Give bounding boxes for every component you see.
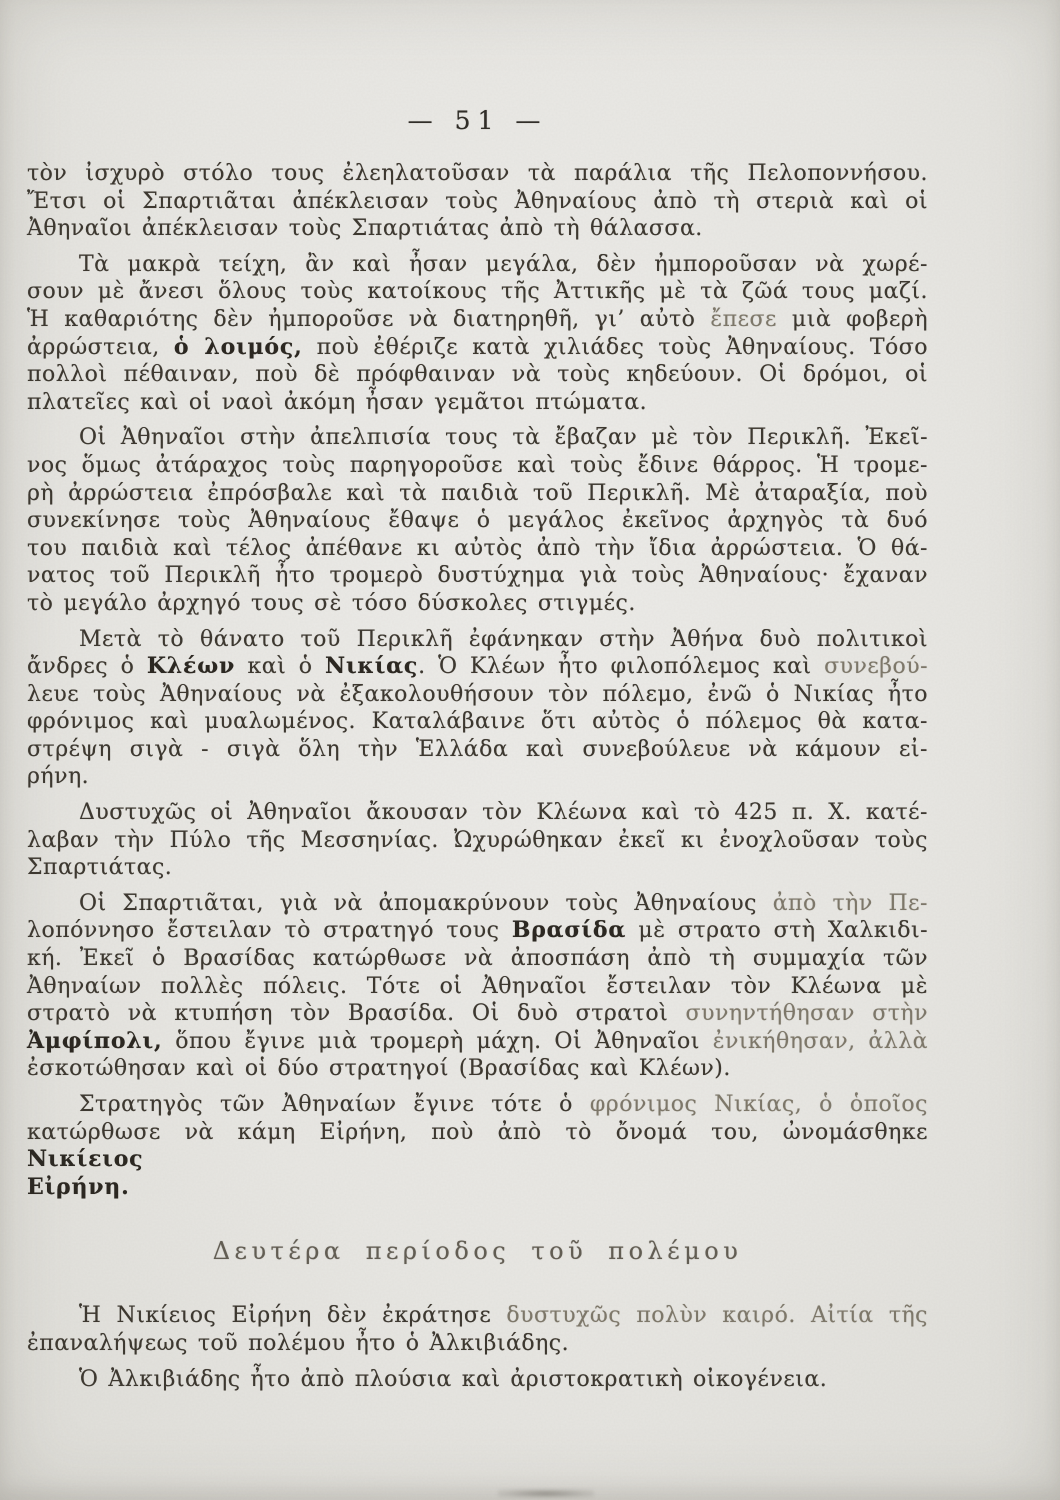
text-block <box>27 160 928 1401</box>
text-segment: συνεβού- <box>824 654 928 680</box>
text-line <box>27 827 928 855</box>
paragraph <box>27 890 928 1083</box>
text-segment: ὅπου ἔγινε μιὰ τρομερὴ μάχη. Οἱ Ἀθηναῖοι <box>162 1028 713 1054</box>
text-segment: ἀρρώστεια, <box>27 334 174 360</box>
text-segment: ρὴ ἀρρώστεια ἐπρόσβαλε καὶ τὰ παιδιὰ τοῦ Περικλῆ. Μὲ ἀταραξία, ποὺ <box>27 480 928 506</box>
text-line <box>27 681 928 709</box>
text-line <box>27 1302 928 1330</box>
text-segment: Δυστυχῶς οἱ Ἀθηναῖοι ἄκουσαν τὸν Κλέωνα καὶ τὸ 425 π. Χ. κατέ- <box>79 800 928 826</box>
text-line <box>27 251 928 279</box>
paragraph <box>27 626 928 792</box>
text-line <box>27 590 928 618</box>
text-segment: στρατὸ νὰ κτυπήση τὸν Βρασίδα. Οἱ δυὸ στρατοὶ <box>27 1001 686 1027</box>
text-segment: Μετὰ τὸ θάνατο τοῦ Περικλῆ ἐφάνηκαν στὴν Ἀθήνα δυὸ πολιτικοὶ <box>79 626 928 652</box>
text-segment: ἄνδρες ὁ <box>27 654 147 680</box>
text-line <box>27 1028 928 1056</box>
text-line <box>27 188 928 216</box>
text-segment: Ἡ καθαριότης δὲν ἠμποροῦσε νὰ διατηρηθῆ, γι’ αὐτὸ <box>27 306 711 332</box>
text-line <box>27 799 928 827</box>
text-line <box>27 973 928 1001</box>
bold-term: Νικίας <box>325 653 419 680</box>
text-segment: λοπόννησο ἔστειλαν τὸ στρατηγό τους <box>27 918 512 944</box>
paragraph <box>27 160 928 243</box>
text-line <box>27 1000 928 1028</box>
text-segment: ἔπεσε <box>710 306 777 332</box>
text-line <box>27 278 928 306</box>
text-segment: μὲ στρατο στὴ Χαλκιδι- <box>626 918 929 944</box>
text-segment: ρήνη. <box>27 764 90 790</box>
text-line <box>27 306 928 334</box>
text-line <box>27 626 928 654</box>
text-segment: μιὰ φοβερὴ <box>776 306 928 332</box>
paragraph <box>27 1366 928 1394</box>
text-segment: Οἱ Σπαρτιᾶται, γιὰ νὰ ἀπομακρύνουν τοὺς Ἀθηναίους <box>79 890 773 916</box>
text-segment: σουν μὲ ἄνεσι ὅλους τοὺς κατοίκους τῆς Ἀττικῆς μὲ τὰ ζῶά τους μαζί. <box>27 279 928 305</box>
bold-term: Εἰρήνη. <box>27 1173 130 1200</box>
text-line <box>27 389 928 417</box>
text-line <box>27 507 928 535</box>
text-segment: κατώρθωσε νὰ κάμη Εἰρήνη, ποὺ ἀπὸ τὸ ὄνομά του, ὠνομάσθηκε <box>27 1119 928 1145</box>
text-segment: του παιδιὰ καὶ τέλος ἀπέθανε κι αὐτὸς ἀπὸ τὴν ἴδια ἀρρώστεια. Ὁ θά- <box>27 535 928 561</box>
text-segment: τὸν ἰσχυρὸ στόλο τους ἐλεηλατοῦσαν τὰ παράλια τῆς Πελοποννήσου. <box>27 161 928 186</box>
section-heading: Δευτέρα περίοδος τοῦ πολέμου <box>212 1237 743 1266</box>
text-line <box>27 1366 928 1394</box>
text-line <box>27 424 928 452</box>
text-segment: Στρατηγὸς τῶν Ἀθηναίων ἔγινε τότε ὁ <box>79 1092 590 1117</box>
text-segment: ἐνικήθησαν, ἀλλὰ <box>712 1028 929 1054</box>
text-line <box>27 480 928 508</box>
text-segment: κή. Ἐκεῖ ὁ Βρασίδας κατώρθωσε νὰ ἀποσπάση ἀπὸ τὴ συμμαχία τῶν <box>27 946 928 972</box>
text-line <box>27 361 928 389</box>
bold-term: ὁ λοιμός, <box>173 333 303 360</box>
text-segment: λευε τοὺς Ἀθηναίους νὰ ἐξακολουθήσουν τὸν πόλεμο, ἐνῶ ὁ Νικίας ἦτο <box>27 681 928 707</box>
text-line <box>27 535 928 563</box>
paragraph <box>27 1302 928 1357</box>
text-line <box>27 945 928 973</box>
scan-smudge <box>498 1489 594 1498</box>
text-segment: νος ὅμως ἀτάραχος τοὺς παρηγοροῦσε καὶ τοὺς ἔδινε θάρρος. Ἡ τρομε- <box>27 452 928 478</box>
text-segment: . Ὁ Κλέων ἦτο φιλοπόλεμος καὶ <box>418 654 825 680</box>
text-line <box>27 854 928 882</box>
text-segment: Σπαρτιάτας. <box>27 855 173 881</box>
paragraph <box>27 1091 928 1201</box>
text-line <box>27 917 928 945</box>
text-line <box>27 763 928 791</box>
text-line <box>27 562 928 590</box>
text-segment: πολλοὶ πέθαιναν, ποὺ δὲ πρόφθαιναν νὰ τοὺς κηδεύουν. Οἱ δρόμοι, οἱ <box>27 362 928 388</box>
paragraph <box>27 251 928 417</box>
text-segment: Οἱ Ἀθηναῖοι στὴν ἀπελπισία τους τὰ ἔβαζαν μὲ τὸν Περικλῆ. Ἐκεῖ- <box>79 425 928 451</box>
text-segment: φρόνιμος Νικίας, ὁ ὁποῖος <box>589 1092 928 1117</box>
text-segment: ἐσκοτώθησαν καὶ οἱ δύο στρατηγοί (Βρασίδας καὶ Κλέων). <box>27 1056 731 1082</box>
text-segment: Ἀθηναίων πολλὲς πόλεις. Τότε οἱ Ἀθηναῖοι ἔστειλαν τὸν Κλέωνα μὲ <box>27 973 928 999</box>
text-segment: ἐπαναλήψεως τοῦ πολέμου ἦτο ὁ Ἀλκιβιάδης. <box>27 1330 570 1356</box>
text-line <box>27 1174 928 1202</box>
page-number: — 51 — <box>407 106 548 135</box>
text-segment: νατος τοῦ Περικλῆ ἦτο τρομερὸ δυστύχημα γιὰ τοὺς Ἀθηναίους· ἔχαναν <box>27 563 928 589</box>
bold-term: Ἀμφίπολι, <box>27 1027 163 1054</box>
text-segment: καὶ ὁ <box>235 654 326 680</box>
text-line <box>27 452 928 480</box>
text-line <box>27 1330 928 1358</box>
text-segment: Ἡ Νικίειος Εἰρήνη δὲν ἐκράτησε <box>79 1303 507 1329</box>
text-line <box>27 160 928 188</box>
text-line <box>27 708 928 736</box>
text-line <box>27 334 928 362</box>
text-segment: Ἀθηναῖοι ἀπέκλεισαν τοὺς Σπαρτιάτας ἀπὸ τὴ θάλασσα. <box>27 216 703 242</box>
text-segment: Τὰ μακρὰ τείχη, ἂν καὶ ἦσαν μεγάλα, δὲν ἠμποροῦσαν νὰ χωρέ- <box>79 251 928 277</box>
text-line <box>27 653 928 681</box>
text-segment: δυστυχῶς πολὺν καιρό. Αἰτία τῆς <box>506 1303 928 1329</box>
text-segment: συνηντήθησαν στὴν <box>685 1001 928 1027</box>
paragraph <box>27 799 928 882</box>
text-segment: Ὁ Ἀλκιβιάδης ἦτο ἀπὸ πλούσια καὶ ἀριστοκρατικὴ οἰκογένεια. <box>79 1366 828 1392</box>
paragraph <box>27 424 928 617</box>
text-line <box>27 1055 928 1083</box>
bold-term: Νικίειος <box>27 1146 144 1173</box>
text-line <box>27 736 928 764</box>
text-segment: συνεκίνησε τοὺς Ἀθηναίους ἔθαψε ὁ μεγάλος ἐκεῖνος ἀρχηγὸς τὰ δυό <box>27 508 928 534</box>
text-segment: τὸ μεγάλο ἀρχηγό τους σὲ τόσο δύσκολες στιγμές. <box>27 590 636 616</box>
bold-term: Βρασίδα <box>511 917 627 944</box>
text-segment: ποὺ ἐθέριζε κατὰ χιλιάδες τοὺς Ἀθηναίους. Τόσο <box>302 334 929 360</box>
text-segment: λαβαν τὴν Πύλο τῆς Μεσσηνίας. Ὠχυρώθηκαν ἐκεῖ κι ἐνοχλοῦσαν τοὺς <box>27 827 928 853</box>
text-line <box>27 890 928 918</box>
text-segment: ἀπὸ τὴν Πε- <box>772 890 928 916</box>
text-line <box>27 215 928 243</box>
text-segment: πλατεῖες καὶ οἱ ναοὶ ἀκόμη ἦσαν γεμᾶτοι πτώματα. <box>27 389 648 415</box>
text-line <box>27 1091 928 1119</box>
text-segment: στρέψη σιγὰ - σιγὰ ὅλη τὴν Ἑλλάδα καὶ συνεβούλευε νὰ κάμουν εἰ- <box>27 736 928 762</box>
bold-term: Κλέων <box>146 653 236 680</box>
text-segment: Ἔτσι οἱ Σπαρτιᾶται ἀπέκλεισαν τοὺς Ἀθηναίους ἀπὸ τὴ στεριὰ καὶ οἱ <box>27 188 928 214</box>
text-line <box>27 1119 928 1174</box>
text-segment: φρόνιμος καὶ μυαλωμένος. Καταλάβαινε ὅτι αὐτὸς ὁ πόλεμος θὰ κατα- <box>27 709 928 735</box>
